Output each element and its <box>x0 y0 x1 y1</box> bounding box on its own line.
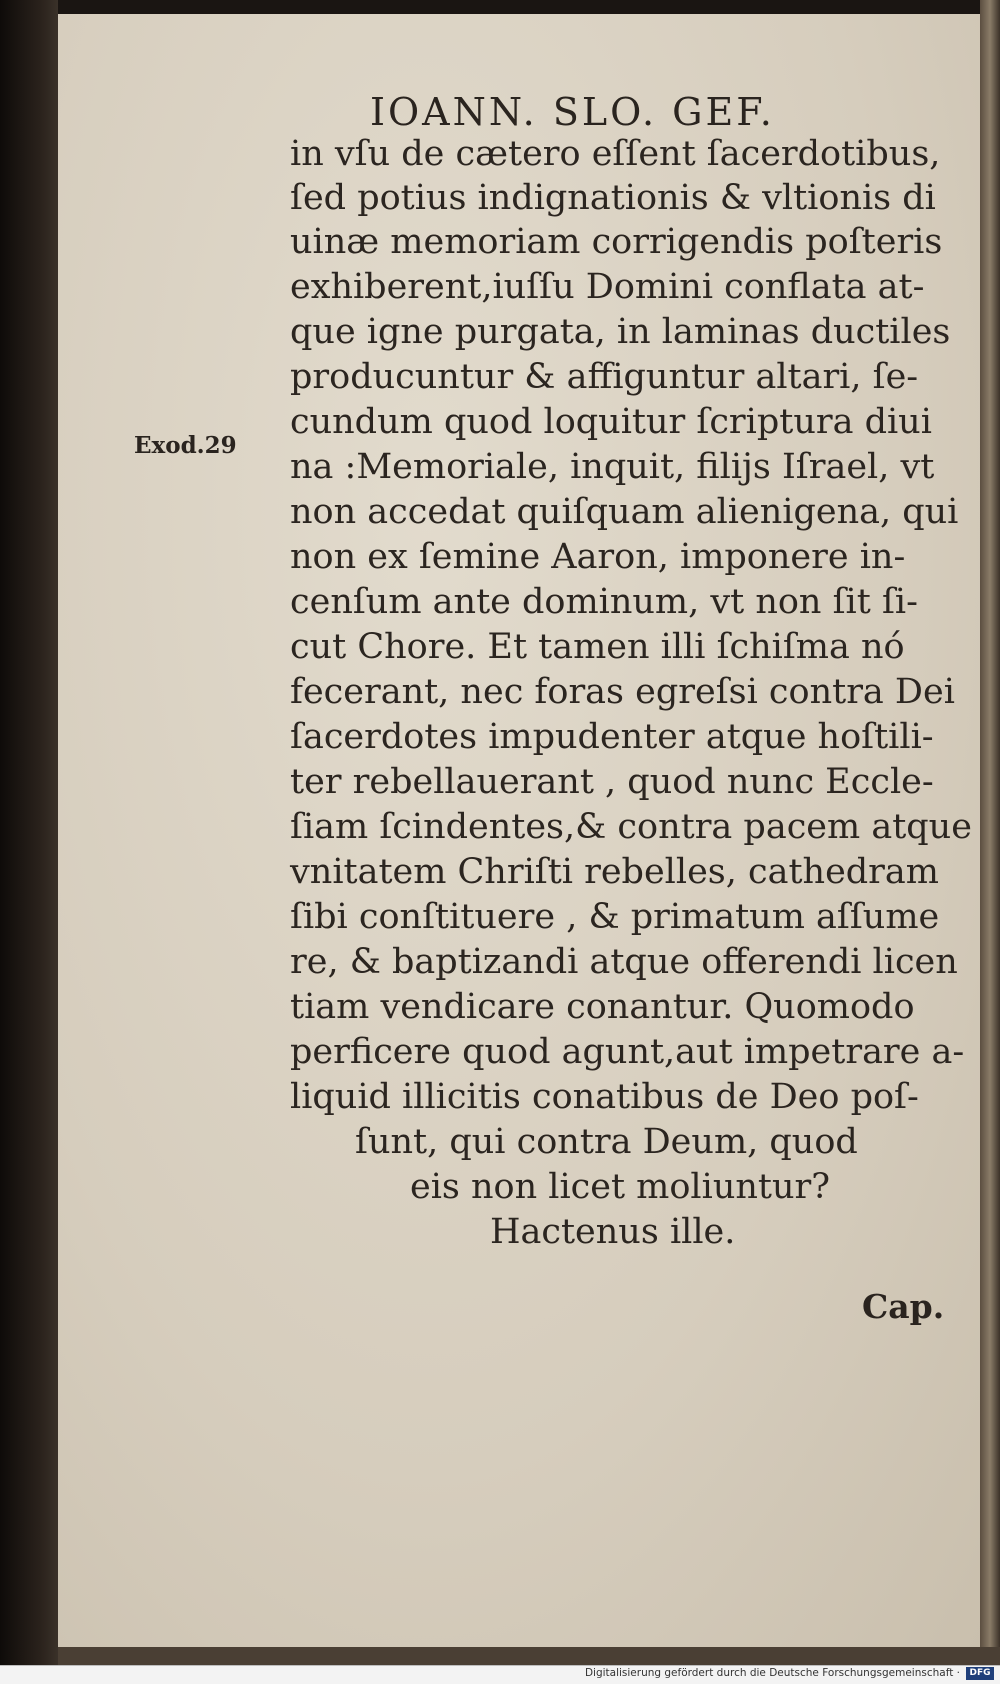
text-line: ſed potius indignationis & vltionis di <box>290 178 936 218</box>
text-line: ſacerdotes impudenter atque hoſtili- <box>290 717 934 757</box>
text-line: re, & baptizandi atque offerendi licen <box>290 942 958 982</box>
funding-credit: Digitalisierung gefördert durch die Deutsche Forschungsgemeinschaft · <box>584 1667 960 1679</box>
text-line: cut Chore. Et tamen illi ſchiſma nó <box>290 627 905 667</box>
text-line: liquid illicitis conatibus de Deo poſ- <box>290 1077 919 1117</box>
dfg-logo-icon: DFG <box>966 1667 994 1680</box>
text-line: uinæ memoriam corrigendis poſteris <box>290 222 943 262</box>
catchword: Cap. <box>862 1287 945 1326</box>
text-line: producuntur & affiguntur altari, ſe- <box>290 357 919 397</box>
running-head: IOANN. SLO. GEF. <box>370 90 775 134</box>
text-line: vnitatem Chriſti rebelles, cathedram <box>290 852 939 892</box>
text-line: non accedat quiſquam alienigena, qui <box>290 492 959 532</box>
text-line: in vſu de cætero eſſent ſacerdotibus, <box>290 134 941 174</box>
text-line: cenſum ante dominum, vt non ſit ſi- <box>290 582 918 622</box>
margin-note: Exod.29 <box>134 432 237 459</box>
text-line: perficere quod agunt,aut impetrare a- <box>290 1032 965 1072</box>
page-bottom-edge <box>58 1647 1000 1665</box>
text-line: tiam vendicare conantur. Quomodo <box>290 987 915 1027</box>
text-line: ter rebellauerant , quod nunc Eccle- <box>290 762 934 802</box>
text-line: ſiam ſcindentes,& contra pacem atque <box>290 807 972 847</box>
text-line: cundum quod loquitur ſcriptura diui <box>290 402 932 442</box>
text-line: que igne purgata, in laminas ductiles <box>290 312 951 352</box>
text-line: ſibi conſtituere , & primatum aſſume <box>290 897 940 937</box>
text-line: na :Memoriale, inquit, filijs Iſrael, vt <box>290 447 935 487</box>
page-stack-edge <box>980 0 1000 1650</box>
text-line: ſunt, qui contra Deum, quod <box>355 1122 858 1162</box>
text-line: exhiberent,iuſſu Domini conflata at- <box>290 267 925 307</box>
text-line: non ex ſemine Aaron, imponere in- <box>290 537 906 577</box>
text-line: eis non licet moliuntur? <box>410 1167 830 1207</box>
text-line: fecerant, nec foras egreſsi contra Dei <box>290 672 955 712</box>
book-binding-edge <box>0 0 58 1683</box>
text-line: Hactenus ille. <box>490 1212 736 1252</box>
